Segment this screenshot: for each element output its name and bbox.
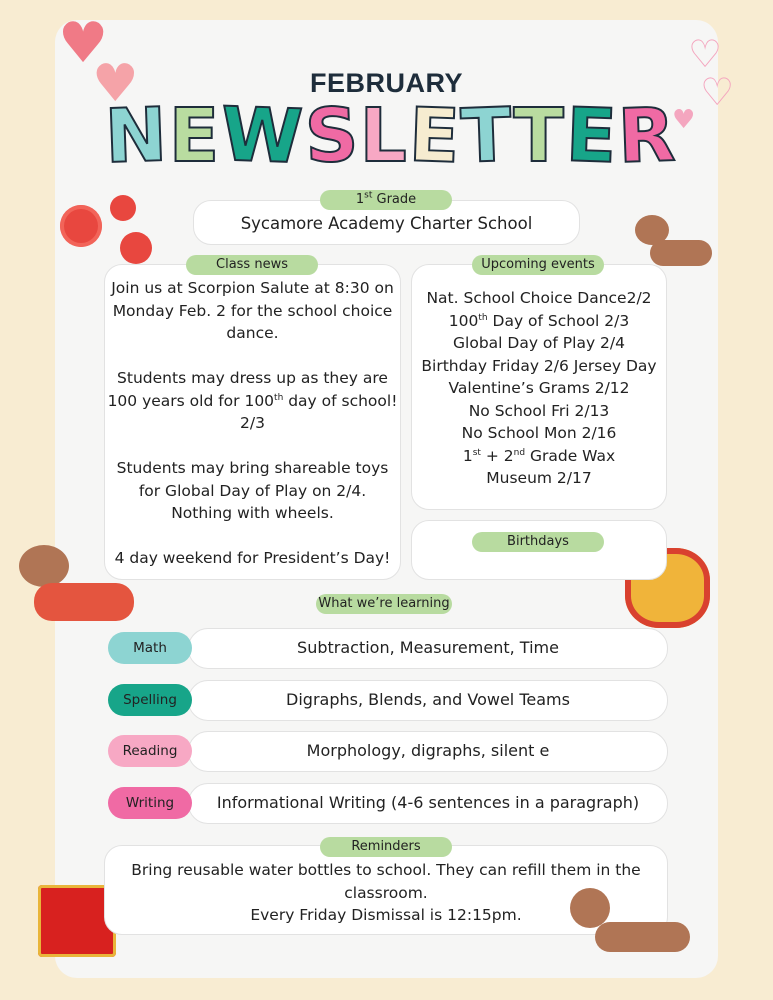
reminders-label: Reminders (320, 837, 452, 857)
title-letter: S (303, 92, 360, 180)
heart-balloon-icon: ♥ (92, 54, 139, 114)
event-item: Birthday Friday 2/6 Jersey Day (421, 356, 657, 375)
grade-number: 1 (355, 192, 365, 207)
month-heading: FEBRUARY (309, 68, 463, 98)
event-item: No School Fri 2/13 (468, 401, 610, 420)
learning-label: What we’re learning (316, 594, 452, 614)
flower-icon (110, 195, 136, 221)
subject-topic: Informational Writing (4-6 sentences in a paragraph) (188, 783, 668, 824)
subject-topic: Digraphs, Blends, and Vowel Teams (188, 680, 668, 721)
event-item: 1st + 2nd Grade Wax Museum 2/17 (462, 446, 616, 487)
title-letter: E (168, 93, 220, 179)
event-item: Global Day of Play 2/4 (453, 334, 625, 352)
class-news-label: Class news (186, 255, 318, 275)
title-letter: L (359, 93, 407, 179)
class-news-content (106, 277, 399, 570)
grade-text: Grade (372, 192, 417, 207)
flower-icon (60, 205, 102, 247)
title-letter: E (407, 92, 461, 180)
grade-label (320, 190, 452, 210)
birthdays-label: Birthdays (472, 532, 604, 552)
title-letter: T (513, 93, 564, 179)
upcoming-events-list (411, 287, 667, 490)
subject-label-writing: Writing (108, 787, 192, 819)
hearts-outline-icon: ♡ ♡ (688, 32, 735, 114)
grade-suffix: st (364, 190, 373, 201)
class-news-item: 4 day weekend for President’s Day! (114, 549, 391, 567)
title-letter: W (219, 91, 305, 181)
reminder-item: Every Friday Dismissal is 12:15pm. (250, 906, 522, 924)
event-item: No School Mon 2/16 (461, 424, 617, 442)
class-news-item: Join us at Scorpion Salute at 8:30 on Monday Feb. 2 for the school choice dance. (111, 279, 394, 342)
event-item: Valentine’s Grams 2/12 (448, 379, 630, 397)
subject-label-math: Math (108, 632, 192, 664)
title-letter: E (564, 92, 618, 180)
subject-label-reading: Reading (108, 735, 192, 767)
reminder-item: Bring reusable water bottles to school. They can refill them in the classroom. (131, 861, 641, 902)
dog-with-hearts-illustration (560, 880, 700, 970)
class-news-item: Students may bring shareable toys for Global Day of Play on 2/4. Nothing with wheels. (116, 459, 389, 522)
event-item: 100th Day of School 2/3 (448, 311, 630, 330)
title-letter: T (459, 92, 513, 180)
subject-label-spelling: Spelling (108, 684, 192, 716)
event-item: Nat. School Choice Dance2/2 (426, 289, 652, 307)
title-letter: N (103, 91, 169, 181)
subject-topic: Subtraction, Measurement, Time (188, 628, 668, 669)
heart-icon: ♥ (672, 105, 696, 135)
school-name: Sycamore Academy Charter School (240, 214, 533, 233)
flower-icon (120, 232, 152, 264)
newsletter-title (103, 91, 677, 181)
upcoming-events-label: Upcoming events (472, 255, 604, 275)
class-news-item: Students may dress up as they are 100 years old for 100th day of school! 2/3 (107, 369, 398, 432)
heart-balloon-icon: ♥ (58, 11, 109, 76)
subject-topic: Morphology, digraphs, silent e (188, 731, 668, 772)
title-letter: R (616, 92, 677, 180)
